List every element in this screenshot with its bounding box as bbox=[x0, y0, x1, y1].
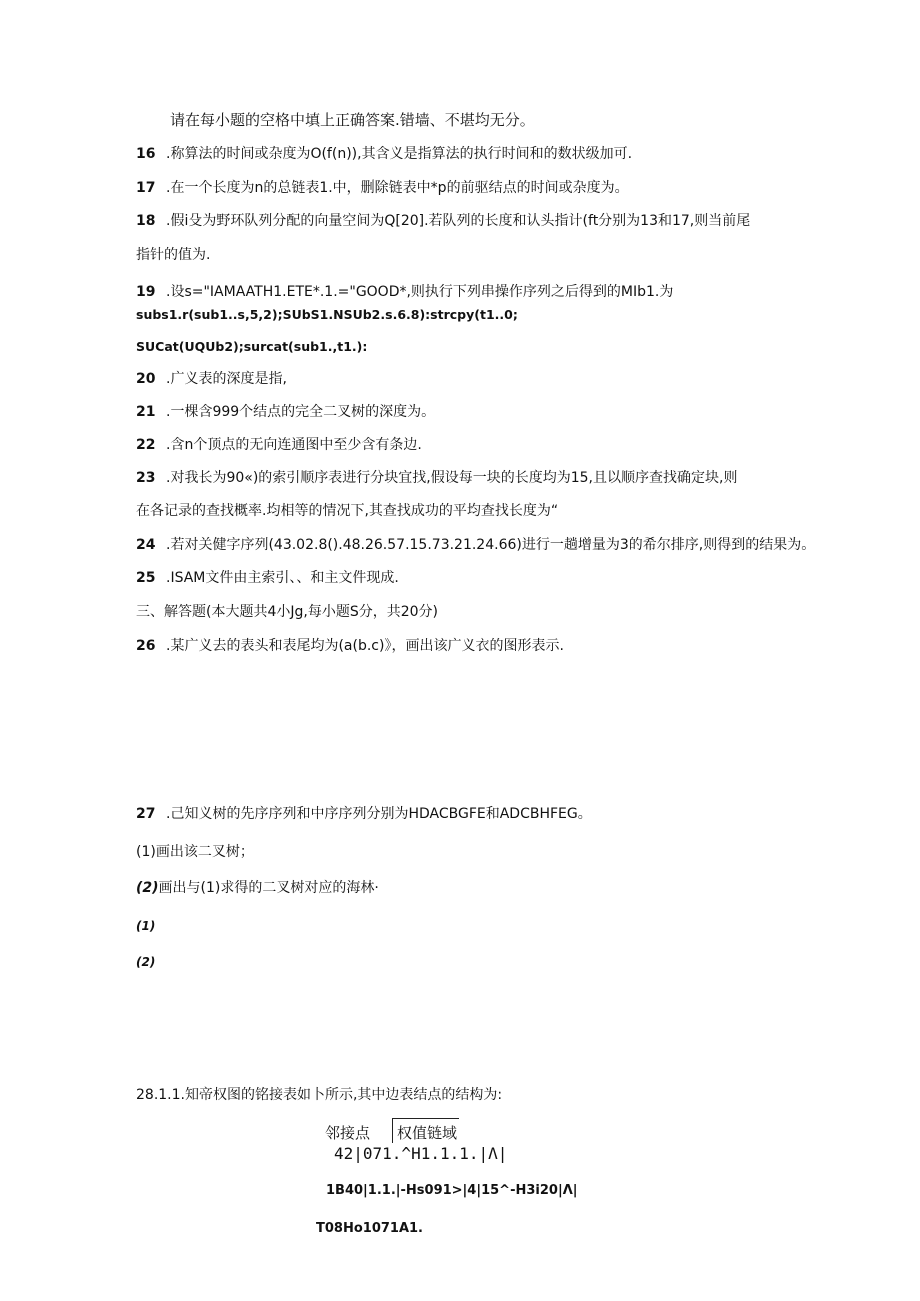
question-text: .ISAM文件由主索引、、和主文件现成. bbox=[166, 570, 399, 586]
question-21 bbox=[136, 402, 435, 422]
answer-label-1: (1) bbox=[136, 919, 156, 933]
question-number: 18 bbox=[136, 213, 156, 229]
question-number: 16 bbox=[136, 146, 156, 162]
question-text: .称算法的时间或杂度为O(f(n)),其含义是指算法的执行时间和的数状级加可. bbox=[166, 146, 633, 162]
question-19 bbox=[136, 282, 673, 302]
question-number: 24 bbox=[136, 537, 156, 553]
part-number: (2) bbox=[136, 880, 159, 896]
question-number: 22 bbox=[136, 437, 156, 453]
adjacency-row-3: T08Ho1071A1. bbox=[316, 1221, 423, 1236]
question-text: .己知义树的先序序列和中序序列分别为HDACBGFE和ADCBHFEG。 bbox=[166, 806, 592, 822]
question-22 bbox=[136, 435, 422, 455]
question-27 bbox=[136, 804, 592, 824]
question-28: 28.1.1.知帝权图的铭接表如卜所示,其中边表结点的结构为: bbox=[136, 1087, 503, 1103]
question-number: 26 bbox=[136, 638, 156, 654]
question-18-continued: 指针的值为. bbox=[136, 247, 211, 263]
answer-label-2: (2) bbox=[136, 955, 156, 969]
question-number: 23 bbox=[136, 470, 156, 486]
question-23 bbox=[136, 468, 737, 488]
question-number: 27 bbox=[136, 806, 156, 822]
question-number: 19 bbox=[136, 284, 156, 300]
adjacent-vertex-label: 邻接点 bbox=[325, 1124, 371, 1142]
question-text: .假i殳为野环队列分配的向量空间为Q[20].若队列的长度和认头指计(ft分别为13和17,则当前尾 bbox=[166, 213, 751, 229]
question-20 bbox=[136, 369, 287, 389]
question-26 bbox=[136, 636, 564, 656]
intro-text: 请在每小题的空格中填上正确答案.错墙、不堪均无分。 bbox=[170, 111, 535, 129]
question-27-part-1: (1)画出该二叉树； bbox=[136, 844, 254, 860]
part-text: 画出与(1)求得的二叉树对应的海林· bbox=[158, 880, 379, 896]
question-text: .一棵含999个结点的完全二叉树的深度为。 bbox=[166, 404, 436, 420]
question-text: .广义表的深度是指, bbox=[166, 371, 287, 387]
adjacency-row-1: 42|071.^H1.1.1.|Λ| bbox=[334, 1144, 508, 1163]
question-text: .若对关健字序列(43.02.8().48.26.57.15.73.21.24.66)进行一趟增量为3的希尔排序,则得到的结果为。 bbox=[166, 537, 816, 553]
question-17 bbox=[136, 178, 629, 198]
question-19-code-2: SUCat(UQUb2);surcat(sub1.,t1.): bbox=[136, 339, 368, 354]
section-heading: 三、解答题(本大题共4小Jg,每小题S分，共20分) bbox=[136, 604, 438, 620]
adjacency-row-2: 1B40|1.1.|-Hs091>|4|15^-H3i20|Λ| bbox=[326, 1183, 578, 1198]
question-text: .某广义去的表头和表尾均为(a(b.c)》，画出该广义衣的图形表示. bbox=[166, 638, 564, 654]
question-27-part-2 bbox=[136, 878, 379, 898]
question-number: 20 bbox=[136, 371, 156, 387]
question-19-code-1: subs1.r(sub1..s,5,2);SUbS1.NSUb2.s.6.8):strcpy(t1..0; bbox=[136, 307, 518, 322]
question-text: .设s="IAMAATH1.ETE*.1.="GOOD*,则执行下列串操作序列之后得到的MIb1.为 bbox=[166, 284, 674, 300]
question-23-continued: 在各记录的查找概率.均相等的情况下,其查找成功的平均查找长度为“ bbox=[136, 503, 559, 519]
question-25 bbox=[136, 568, 399, 588]
question-16 bbox=[136, 144, 632, 164]
question-number: 17 bbox=[136, 180, 156, 196]
weight-link-label: 权值链域 bbox=[392, 1118, 459, 1143]
question-number: 25 bbox=[136, 570, 156, 586]
edge-node-structure bbox=[325, 1118, 459, 1143]
question-18 bbox=[136, 211, 750, 231]
question-24 bbox=[136, 535, 815, 555]
question-text: .对我长为90«)的索引顺序表进行分块宜找,假设每一块的长度均为15,且以顺序查找确定块,则 bbox=[166, 470, 738, 486]
question-text: .含n个顶点的无向连通图中至少含有条边. bbox=[166, 437, 422, 453]
question-number: 21 bbox=[136, 404, 156, 420]
question-text: .在一个长度为n的总链表1.中，删除链表中*p的前驱结点的时间或杂度为。 bbox=[166, 180, 629, 196]
